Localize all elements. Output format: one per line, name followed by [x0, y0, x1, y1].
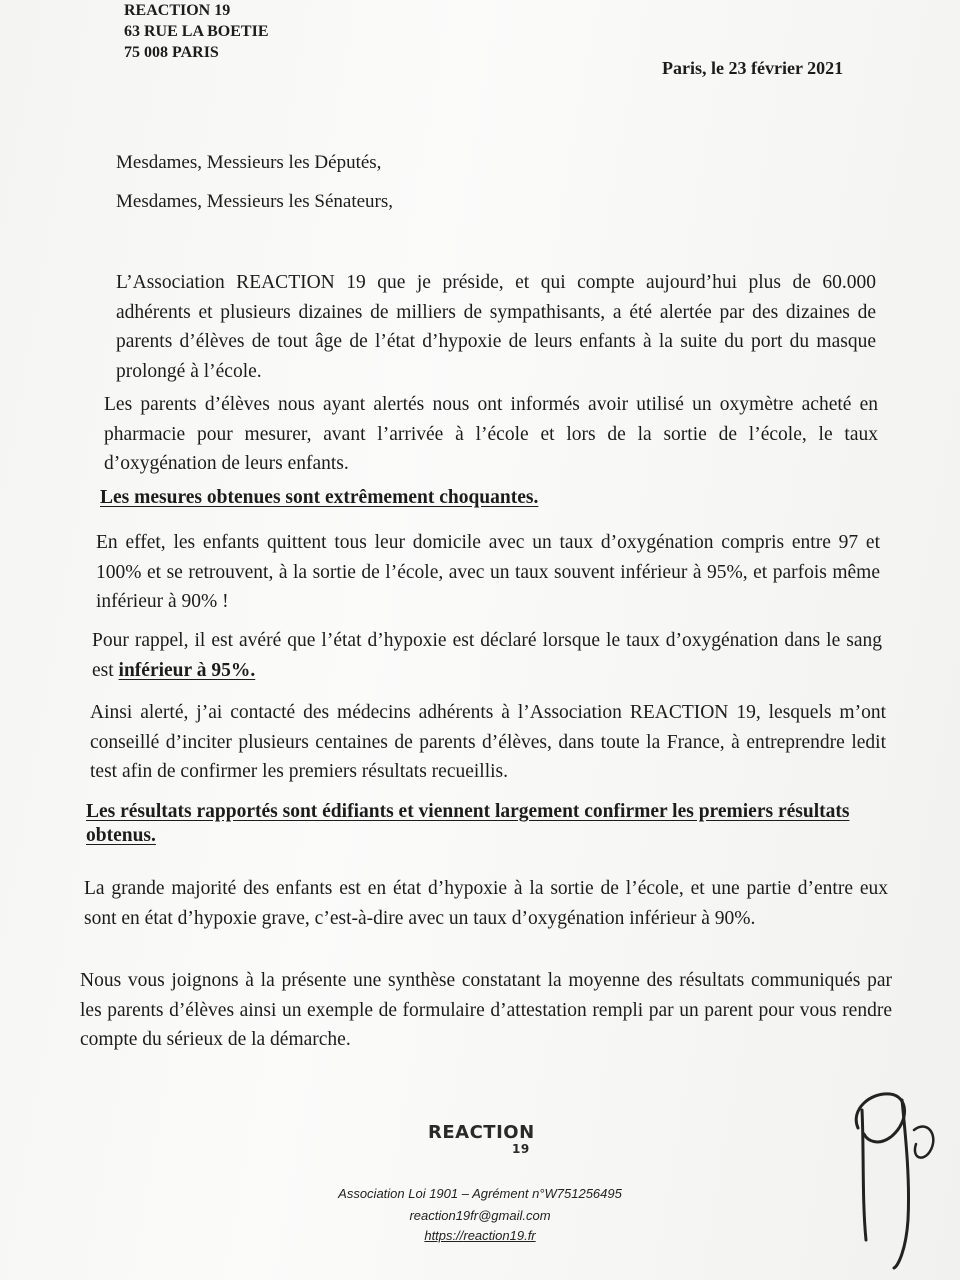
- paragraph-attachment: Nous vous joignons à la présente une synthèse constatant la moyenne des résultats communiqués par les parents d’élèves ainsi un exemple de formulaire d’attestation rempli par un parent pour vous rendre compte du sérieux de la démarche.: [80, 970, 892, 1050]
- salutation-senateurs: Mesdames, Messieurs les Sénateurs,: [116, 191, 394, 212]
- paragraph-oxymeter: Les parents d’élèves nous ayant alertés nous ont informés avoir utilisé un oxymètre acheté en pharmacie pour mesurer, avant l’arrivée à l’école et lors de la sortie de l’école, le taux d’oxygénation de leurs enfants.: [104, 394, 878, 474]
- paragraph-majority-hypoxia: La grande majorité des enfants est en état d’hypoxie à la sortie de l’école, et une partie d’entre eux sont en état d’hypoxie grave, c’est-à-dire avec un taux d’oxygénation inférieur à 90%.: [84, 878, 888, 929]
- paragraph-doctors-contact: Ainsi alerté, j’ai contacté des médecins adhérents à l’Association REACTION 19, lesquels m’ont conseillé d’inciter plusieurs centaines de parents d’élèves, dans toute la France, à entreprendre ledit test afin de confirmer les premiers résultats recueillis.: [90, 702, 886, 782]
- paragraph-intro: L’Association REACTION 19 que je préside, et qui compte aujourd’hui plus de 60.000 adhérents et plusieurs dizaines de milliers de sympathisants, a été alertée par des dizaines de parents d’élèves de tout âge de l’état d’hypoxie de leurs enfants à la suite du port du masque prolongé à l’école.: [116, 272, 876, 382]
- hypoxia-definition-text: Pour rappel, il est avéré que l’état d’hypoxie est déclaré lorsque le taux d’oxygénation dans le sang est: [92, 630, 882, 681]
- logo-number: 19: [512, 1142, 530, 1156]
- logo-text: REACTION: [428, 1122, 535, 1143]
- sender-address: [124, 0, 268, 63]
- footer-website-domain: reaction19.fr: [463, 1228, 536, 1243]
- heading-measures: Les mesures obtenues sont extrêmement choquantes.: [100, 487, 539, 508]
- footer-email: reaction19fr@gmail.com: [409, 1208, 551, 1223]
- footer-website-prefix: https://: [424, 1228, 464, 1243]
- sender-street: 63 RUE LA BOETIE: [124, 23, 269, 40]
- heading-edifying-results: Les résultats rapportés sont édifiants et viennent largement confirmer les premiers résultats obtenus.: [86, 801, 850, 846]
- salutation-deputes: Mesdames, Messieurs les Députés,: [116, 152, 382, 173]
- paragraph-hypoxia-definition: [92, 626, 882, 685]
- date-line: Paris, le 23 février 2021: [662, 58, 844, 78]
- threshold-emphasis: inférieur à 95%.: [118, 659, 256, 681]
- footer-website[interactable]: [300, 1228, 660, 1243]
- reaction19-logo: [428, 1122, 535, 1156]
- footer-legal: Association Loi 1901 – Agrément n°W751256495: [338, 1186, 622, 1201]
- sender-city: 75 008 PARIS: [124, 44, 219, 61]
- handwritten-signature: [840, 1070, 950, 1270]
- sender-name: REACTION 19: [124, 2, 231, 19]
- paragraph-results-levels: En effet, les enfants quittent tous leur domicile avec un taux d’oxygénation compris entre 97 et 100% et se retrouvent, à la sortie de l’école, avec un taux souvent inférieur à 95%, et parfois même inférieur à 90% !: [96, 532, 880, 612]
